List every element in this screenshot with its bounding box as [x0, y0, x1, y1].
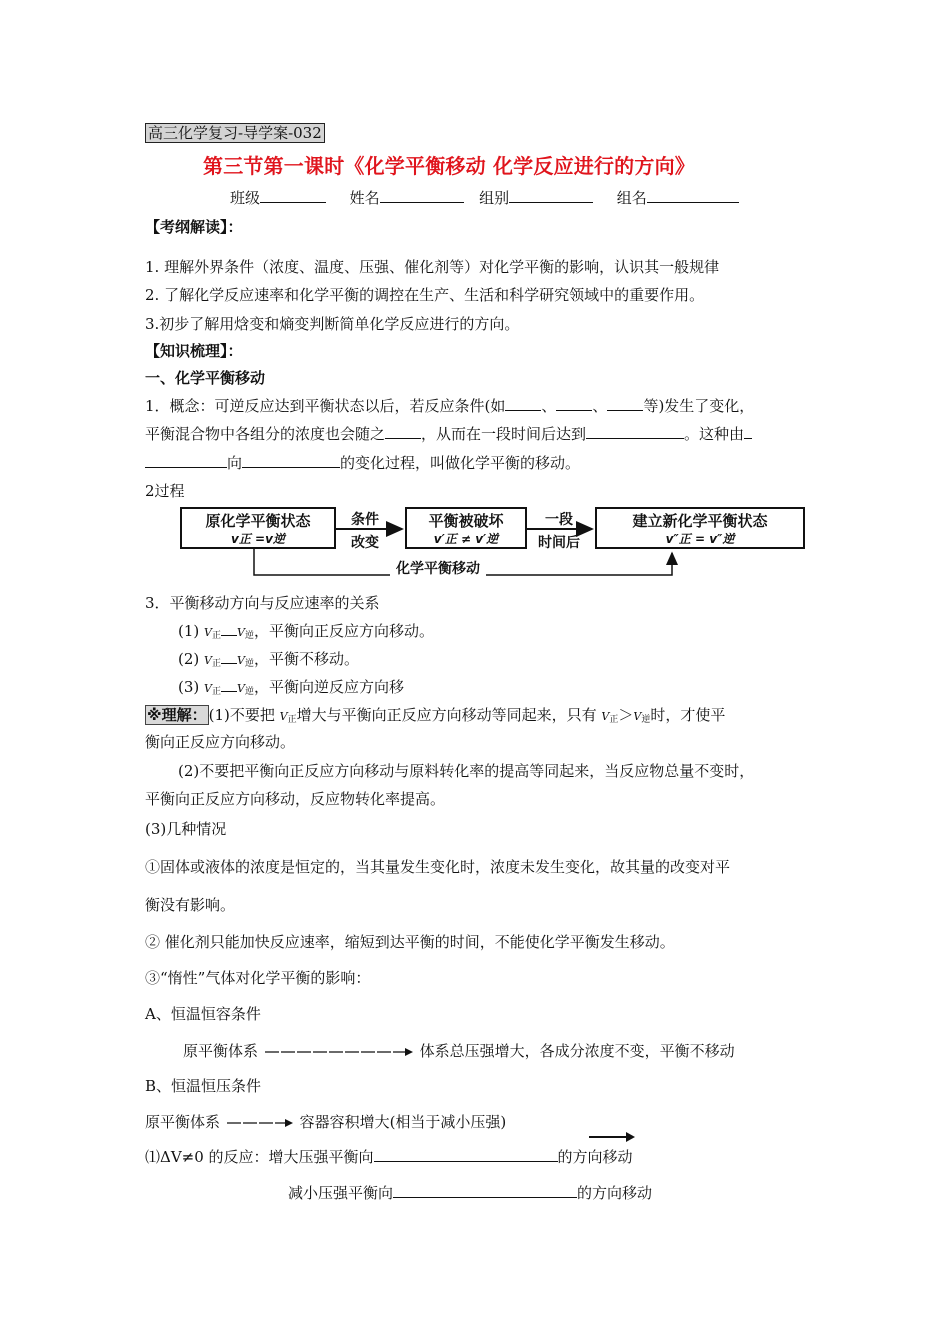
- original-system-label: 原平衡体系: [145, 1113, 221, 1131]
- rate-symbol: V: [204, 682, 212, 695]
- arrow-label-later: 时间后: [538, 535, 580, 551]
- understanding-text: (1)不要把: [208, 706, 280, 724]
- understanding-line-1: [145, 704, 725, 725]
- rate-subscript: 正: [211, 659, 221, 669]
- relation-item-1: [178, 620, 434, 641]
- relation-text: ，平衡向逆反应方向移: [253, 678, 404, 696]
- flow-box-rate: v正 =v逆: [231, 532, 285, 546]
- concept-text: 。这种由: [684, 425, 745, 443]
- greater-than-sign: ＞: [618, 706, 634, 724]
- flow-box-rate: v″正 = v″逆: [665, 532, 735, 546]
- understanding-line-3: (2)不要把平衡向正反应方向移动与原料转化率的提高等同起来，当反应物总量不变时，: [178, 762, 755, 780]
- pressure-increase-line: [145, 1146, 633, 1167]
- understanding-line-2: 衡向正反应方向移动。: [145, 733, 296, 751]
- case-1-line-2: 衡没有影响。: [145, 896, 236, 914]
- arrow-label-period: 一段: [545, 512, 573, 528]
- field-label-class: 班级: [230, 189, 261, 207]
- field-label-group: 组别: [479, 189, 510, 207]
- rate-subscript: 逆: [244, 687, 254, 697]
- question-text: 的方向移动: [557, 1148, 633, 1166]
- decrease-pressure-blank[interactable]: [393, 1183, 577, 1198]
- rate-subscript: 正: [211, 687, 221, 697]
- concept-text: 的变化过程，叫做化学平衡的移动。: [340, 454, 581, 472]
- rate-subscript: 逆: [641, 715, 651, 725]
- rate-symbol: V: [601, 710, 610, 723]
- pressure-decrease-line: [288, 1182, 652, 1203]
- concept-text: 1．概念：可逆反应达到平衡状态以后，若反应条件(如: [145, 397, 506, 415]
- understanding-text: 增大与平衡向正反应方向移动等同起来，只有: [296, 706, 602, 724]
- increase-pressure-blank[interactable]: [374, 1147, 558, 1162]
- separator: 、: [592, 397, 608, 415]
- exam-item-1: 1. 理解外界条件（浓度、温度、压强、催化剂等）对化学平衡的影响，认识其一般规律: [145, 258, 720, 276]
- flow-box-title: 原化学平衡状态: [205, 512, 311, 530]
- document-code: 高三化学复习-导学案-032: [145, 123, 325, 143]
- understanding-label: ※理解：: [147, 706, 207, 724]
- relation-title: 3．平衡移动方向与反应速率的关系: [145, 594, 380, 612]
- process-label: 2过程: [145, 482, 185, 500]
- arrow-icon: [225, 1117, 295, 1129]
- relation-item-3: [178, 676, 404, 697]
- case-3: ③“惰性”气体对化学平衡的影响：: [145, 969, 371, 987]
- flow-box-rate: v′正 ≠ v′逆: [433, 532, 499, 546]
- understanding-line-4: 平衡向正反应方向移动，反应物转化率提高。: [145, 790, 446, 808]
- concept-text: 平衡混合物中各组分的浓度也会随之: [145, 425, 386, 443]
- question-text: ⑴ΔV≠0 的反应：增大压强平衡向: [145, 1148, 374, 1166]
- condition-a-line: [183, 1040, 735, 1061]
- rate-symbol: V: [237, 626, 245, 639]
- condition-b-result: 容器容积增大(相当于减小压强): [299, 1113, 507, 1131]
- rate-symbol: V: [237, 682, 245, 695]
- concept-text: 向: [227, 454, 243, 472]
- flow-box-title: 平衡被破坏: [428, 512, 504, 530]
- rate-symbol: V: [204, 626, 212, 639]
- exam-item-3: 3.初步了解用焓变和熵变判断简单化学反应进行的方向。: [145, 315, 520, 333]
- rate-subscript: 正: [211, 631, 221, 641]
- direction-arrow-icon: [588, 1131, 636, 1143]
- question-text: 减小压强平衡向: [288, 1184, 394, 1202]
- exam-outline-heading: 【考纲解读】：: [145, 218, 243, 236]
- question-text: 的方向移动: [577, 1184, 653, 1202]
- rate-symbol: V: [279, 710, 288, 723]
- relation-blank-2[interactable]: [221, 649, 237, 664]
- relation-text: ，平衡向正反应方向移动。: [253, 622, 434, 640]
- flow-arrows: [0, 0, 950, 600]
- arrow-label-change: 改变: [351, 535, 379, 551]
- rate-symbol: V: [204, 654, 212, 667]
- case-1-line-1: ①固体或液体的浓度是恒定的，当其量发生变化时，浓度未发生变化，故其量的改变对平: [145, 858, 731, 876]
- rate-subscript: 正: [287, 715, 297, 725]
- condition-b-title: B、恒温恒压条件: [145, 1077, 262, 1095]
- cases-title: (3)几种情况: [145, 820, 227, 838]
- field-label-group-name: 组名: [616, 189, 647, 207]
- relation-item-2: [178, 648, 359, 669]
- rate-symbol: V: [237, 654, 245, 667]
- condition-a-title: A、恒温恒容条件: [145, 1005, 261, 1023]
- relation-number: (2): [178, 650, 200, 668]
- relation-number: (3): [178, 678, 200, 696]
- understanding-text: 时，才使平: [650, 706, 726, 724]
- relation-text: ，平衡不移动。: [253, 650, 359, 668]
- arrow-label-condition: 条件: [351, 512, 379, 528]
- section-title-equilibrium-shift: 一、化学平衡移动: [145, 369, 266, 387]
- relation-blank-3[interactable]: [221, 677, 237, 692]
- rate-subscript: 逆: [244, 659, 254, 669]
- condition-b-line: [145, 1111, 506, 1132]
- flow-box-title: 建立新化学平衡状态: [632, 512, 768, 530]
- condition-a-result: 体系总压强增大，各成分浓度不变，平衡不移动: [419, 1042, 735, 1060]
- rate-subscript: 正: [609, 715, 619, 725]
- exam-item-2: 2. 了解化学反应速率和化学平衡的调控在生产、生活和科学研究领域中的重要作用。: [145, 286, 705, 304]
- separator: 、: [541, 397, 557, 415]
- rate-symbol: V: [633, 710, 642, 723]
- relation-number: (1): [178, 622, 200, 640]
- knowledge-heading: 【知识梳理】：: [145, 342, 243, 360]
- page-title: 第三节第一课时《化学平衡移动 化学反应进行的方向》: [203, 154, 695, 178]
- case-2: ② 催化剂只能加快反应速率，缩短到达平衡的时间，不能使化学平衡发生移动。: [145, 933, 675, 951]
- concept-text: 等)发生了变化，: [643, 397, 755, 415]
- original-system-label: 原平衡体系: [183, 1042, 259, 1060]
- relation-blank-1[interactable]: [221, 621, 237, 636]
- long-arrow-icon: [263, 1046, 415, 1058]
- rate-subscript: 逆: [244, 631, 254, 641]
- flow-shift-label: 化学平衡移动: [390, 558, 486, 578]
- field-label-name: 姓名: [349, 189, 380, 207]
- concept-text: ，从而在一段时间后达到: [421, 425, 587, 443]
